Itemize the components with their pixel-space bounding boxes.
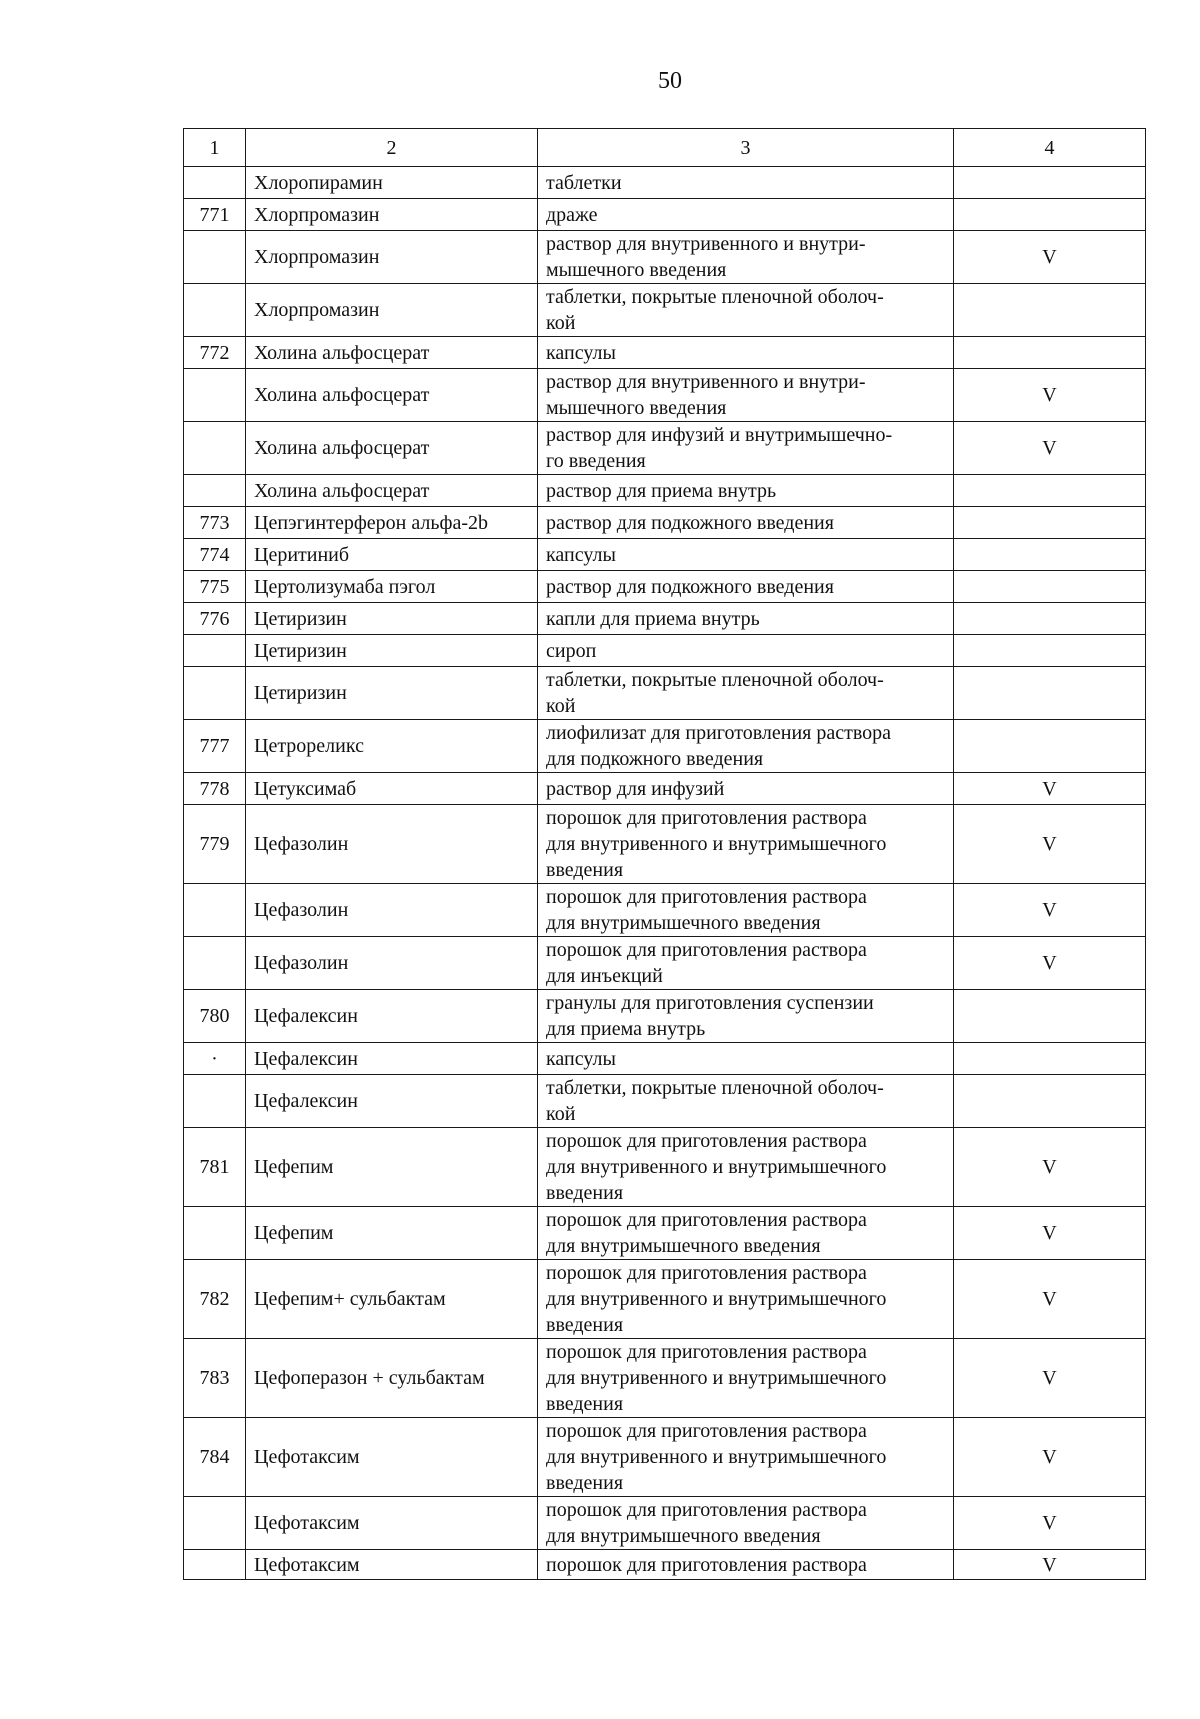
table-row xyxy=(184,603,1146,635)
mark-cell: V xyxy=(954,884,1146,937)
row-number: 775 xyxy=(184,571,246,603)
drug-name: Цефалексин xyxy=(246,1075,538,1128)
mark-cell xyxy=(954,539,1146,571)
drug-name: Цефотаксим xyxy=(246,1550,538,1580)
table-row xyxy=(184,635,1146,667)
row-number: 772 xyxy=(184,337,246,369)
drug-name: Хлоропирамин xyxy=(246,167,538,199)
row-number: 783 xyxy=(184,1339,246,1418)
dosage-form: порошок для приготовления раствора xyxy=(538,1550,954,1580)
table-row xyxy=(184,1260,1146,1339)
row-number xyxy=(184,1075,246,1128)
drug-name: Цефалексин xyxy=(246,990,538,1043)
row-number xyxy=(184,284,246,337)
mark-cell xyxy=(954,990,1146,1043)
row-number: 777 xyxy=(184,720,246,773)
mark-cell xyxy=(954,667,1146,720)
drug-name: Холина альфосцерат xyxy=(246,369,538,422)
table-row xyxy=(184,199,1146,231)
dosage-form: капсулы xyxy=(538,337,954,369)
dosage-form: раствор для внутривенного и внутри- мышечного введения xyxy=(538,231,954,284)
mark-cell: V xyxy=(954,1207,1146,1260)
table-row xyxy=(184,1339,1146,1418)
row-number xyxy=(184,231,246,284)
dosage-form: порошок для приготовления раствора для внутривенного и внутримышечного введения xyxy=(538,1128,954,1207)
mark-cell xyxy=(954,284,1146,337)
dosage-form: раствор для подкожного введения xyxy=(538,571,954,603)
mark-cell: V xyxy=(954,1128,1146,1207)
drug-name: Цефепим xyxy=(246,1207,538,1260)
dosage-form: капсулы xyxy=(538,539,954,571)
row-number xyxy=(184,167,246,199)
mark-cell xyxy=(954,167,1146,199)
drug-name: Хлорпромазин xyxy=(246,284,538,337)
drug-name: Цетрореликс xyxy=(246,720,538,773)
table-row xyxy=(184,1207,1146,1260)
table-row xyxy=(184,1043,1146,1075)
dosage-form: порошок для приготовления раствора для инъекций xyxy=(538,937,954,990)
mark-cell: V xyxy=(954,1418,1146,1497)
table-row xyxy=(184,990,1146,1043)
dosage-form: порошок для приготовления раствора для внутримышечного введения xyxy=(538,1207,954,1260)
row-number: 771 xyxy=(184,199,246,231)
drug-name: Холина альфосцерат xyxy=(246,337,538,369)
dosage-form: таблетки, покрытые пленочной оболоч- кой xyxy=(538,1075,954,1128)
table-row xyxy=(184,1128,1146,1207)
table-row xyxy=(184,231,1146,284)
dosage-form: таблетки xyxy=(538,167,954,199)
table-row xyxy=(184,422,1146,475)
row-number: 780 xyxy=(184,990,246,1043)
table-row xyxy=(184,1550,1146,1580)
table-row xyxy=(184,805,1146,884)
row-number xyxy=(184,422,246,475)
page-number: 50 xyxy=(658,68,682,94)
drug-name: Цертолизумаба пэгол xyxy=(246,571,538,603)
drug-name: Цефазолин xyxy=(246,937,538,990)
dosage-form: порошок для приготовления раствора для внутримышечного введения xyxy=(538,884,954,937)
mark-cell xyxy=(954,199,1146,231)
row-number: 776 xyxy=(184,603,246,635)
row-number xyxy=(184,884,246,937)
row-number xyxy=(184,1550,246,1580)
drug-name: Цетиризин xyxy=(246,635,538,667)
dosage-form: капсулы xyxy=(538,1043,954,1075)
drug-name: Цефалексин xyxy=(246,1043,538,1075)
table-row xyxy=(184,284,1146,337)
drug-name: Цефазолин xyxy=(246,805,538,884)
mark-cell: V xyxy=(954,1339,1146,1418)
table-row xyxy=(184,1497,1146,1550)
mark-cell xyxy=(954,337,1146,369)
drug-name: Хлорпромазин xyxy=(246,199,538,231)
table-row xyxy=(184,1418,1146,1497)
drug-name: Цефотаксим xyxy=(246,1497,538,1550)
mark-cell xyxy=(954,635,1146,667)
header-col-4: 4 xyxy=(954,129,1146,167)
header-col-2: 2 xyxy=(246,129,538,167)
mark-cell xyxy=(954,1043,1146,1075)
row-number: 779 xyxy=(184,805,246,884)
table-row xyxy=(184,167,1146,199)
mark-cell: V xyxy=(954,805,1146,884)
dosage-form: раствор для подкожного введения xyxy=(538,507,954,539)
table-row xyxy=(184,720,1146,773)
dosage-form: порошок для приготовления раствора для внутривенного и внутримышечного введения xyxy=(538,805,954,884)
dosage-form: раствор для инфузий xyxy=(538,773,954,805)
table-row xyxy=(184,539,1146,571)
table-row xyxy=(184,369,1146,422)
drug-name: Холина альфосцерат xyxy=(246,475,538,507)
dosage-form: сироп xyxy=(538,635,954,667)
dosage-form: лиофилизат для приготовления раствора для подкожного введения xyxy=(538,720,954,773)
table-row xyxy=(184,571,1146,603)
drug-name: Цетиризин xyxy=(246,667,538,720)
header-col-3: 3 xyxy=(538,129,954,167)
mark-cell: V xyxy=(954,422,1146,475)
header-col-1: 1 xyxy=(184,129,246,167)
mark-cell: V xyxy=(954,773,1146,805)
table-row xyxy=(184,1075,1146,1128)
mark-cell: V xyxy=(954,231,1146,284)
mark-cell: V xyxy=(954,1497,1146,1550)
drug-name: Холина альфосцерат xyxy=(246,422,538,475)
row-number: 784 xyxy=(184,1418,246,1497)
row-number xyxy=(184,369,246,422)
drug-name: Цефепим+ сульбактам xyxy=(246,1260,538,1339)
table-body xyxy=(184,167,1146,1580)
mark-cell xyxy=(954,1075,1146,1128)
header-row xyxy=(184,129,1146,167)
mark-cell: V xyxy=(954,1260,1146,1339)
drug-name: Цетуксимаб xyxy=(246,773,538,805)
mark-cell xyxy=(954,507,1146,539)
dosage-form: порошок для приготовления раствора для внутримышечного введения xyxy=(538,1497,954,1550)
drug-name: Цефепим xyxy=(246,1128,538,1207)
drug-name: Цефоперазон + сульбактам xyxy=(246,1339,538,1418)
drug-name: Хлорпромазин xyxy=(246,231,538,284)
table-row xyxy=(184,507,1146,539)
table-row xyxy=(184,884,1146,937)
table-row xyxy=(184,937,1146,990)
drug-name: Цефазолин xyxy=(246,884,538,937)
row-number xyxy=(184,1207,246,1260)
dosage-form: раствор для инфузий и внутримышечно- го введения xyxy=(538,422,954,475)
drug-table xyxy=(183,128,1146,1580)
row-number xyxy=(184,635,246,667)
row-number xyxy=(184,475,246,507)
dosage-form: таблетки, покрытые пленочной оболоч- кой xyxy=(538,667,954,720)
dosage-form: раствор для внутривенного и внутри- мышечного введения xyxy=(538,369,954,422)
dosage-form: гранулы для приготовления суспензии для приема внутрь xyxy=(538,990,954,1043)
drug-name: Церитиниб xyxy=(246,539,538,571)
row-number xyxy=(184,937,246,990)
table-row xyxy=(184,667,1146,720)
drug-name: Цефотаксим xyxy=(246,1418,538,1497)
drug-name: Цетиризин xyxy=(246,603,538,635)
mark-cell: V xyxy=(954,1550,1146,1580)
dosage-form: раствор для приема внутрь xyxy=(538,475,954,507)
row-number: 778 xyxy=(184,773,246,805)
row-number xyxy=(184,1497,246,1550)
mark-cell: V xyxy=(954,937,1146,990)
mark-cell xyxy=(954,603,1146,635)
drug-name: Цепэгинтерферон альфа-2b xyxy=(246,507,538,539)
mark-cell: V xyxy=(954,369,1146,422)
dosage-form: порошок для приготовления раствора для внутривенного и внутримышечного введения xyxy=(538,1260,954,1339)
dosage-form: драже xyxy=(538,199,954,231)
mark-cell xyxy=(954,720,1146,773)
table-row xyxy=(184,773,1146,805)
dosage-form: капли для приема внутрь xyxy=(538,603,954,635)
row-number: 774 xyxy=(184,539,246,571)
row-number: 782 xyxy=(184,1260,246,1339)
dosage-form: порошок для приготовления раствора для внутривенного и внутримышечного введения xyxy=(538,1418,954,1497)
mark-cell xyxy=(954,571,1146,603)
row-number xyxy=(184,667,246,720)
dosage-form: таблетки, покрытые пленочной оболоч- кой xyxy=(538,284,954,337)
dosage-form: порошок для приготовления раствора для внутривенного и внутримышечного введения xyxy=(538,1339,954,1418)
row-number: · xyxy=(184,1043,246,1075)
table-row xyxy=(184,337,1146,369)
mark-cell xyxy=(954,475,1146,507)
row-number: 781 xyxy=(184,1128,246,1207)
table-row xyxy=(184,475,1146,507)
row-number: 773 xyxy=(184,507,246,539)
